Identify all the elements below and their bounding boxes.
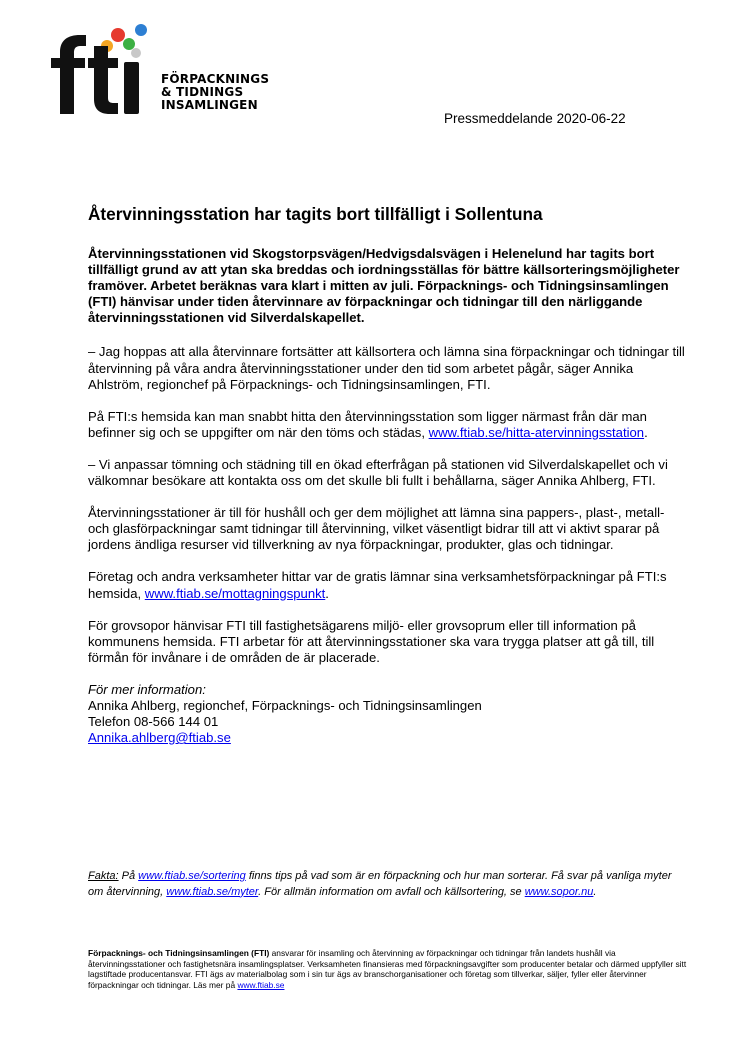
paragraph-bulky-waste: För grovsopor hänvisar FTI till fastighetsägarens miljö- eller grovsoprum eller till information på kommunens hemsida. FTI arbetar för att återvinningsstationer ska vara trygga platser att gå till, till förmån för invånare i de områden de är placerade. [88,617,655,665]
press-release-date: Pressmeddelande 2020-06-22 [444,111,626,126]
fakta-text-4: . [593,885,597,898]
paragraph-text: Företag och andra verksamheter hittar var de gratis lämnar sina verksamhetsförpackningar på FTI:s hemsida, [88,569,667,601]
logo-text [161,73,269,112]
paragraph-end: . [325,585,329,601]
link-sortering[interactable]: www.ftiab.se/sortering [138,870,246,882]
logo-dot-blue [135,24,147,36]
paragraph-quote-ahlberg: – Vi anpassar tömning och städning till en ökad efterfrågan på stationen vid Silverdalskapellet och vi välkomnar besökare att kontakta oss om det skulle bli fullt i behållarna, säger Annika Ahlberg, FTI. [88,456,668,489]
paragraph-text: På FTI:s hemsida kan man snabbt hitta den återvinningsstation som ligger närmast från där man befinner sig och se uppgifter om när den töms och städas, [88,408,647,440]
fakta-note [88,869,688,900]
footer-text: ansvarar för insamling och återvinning av förpackningar och tidningar från landets hushåll via återvinningsstationer och fastighetsnära insamlingsplatser. Verksamheten finansieras med förpackningsavgifter som producenter betalar och därmed uppfyller sitt lagstiftade producentansvar. FTI ägs av materialbolag som i sin tur ägs av branschorganisationer och företag som tillverkar, säljer, fyller eller återvinner förpackningar och tidningar. Läs mer på [88,948,687,990]
paragraph-website [88,409,688,441]
paragraph-stations: Återvinningsstationer är till för hushåll och ger dem möjlighet att lämna sina pappers-, plast-, metall- och glasförpackningar samt tidningar till återvinning, vilket väsentligt bidrar till att vi aktivt sparar på jordens ändliga resurser vid tillverkning av nya förpackningar, produkter, glas och tidningar. [88,505,665,553]
fti-logo-mark [48,22,158,122]
paragraph-businesses [88,569,688,601]
link-mottagningspunkt[interactable]: www.ftiab.se/mottagningspunkt [144,585,326,601]
contact-block [88,682,688,746]
link-myter[interactable]: www.ftiab.se/myter [166,885,259,898]
logo-line-3: INSAMLINGEN [161,98,258,112]
contact-phone: Telefon 08-566 144 01 [88,714,219,730]
footer-about [88,948,688,990]
contact-email-link[interactable]: Annika.ahlberg@ftiab.se [88,730,231,746]
logo-letter-f [51,35,86,114]
headline: Återvinningsstation har tagits bort tillfälligt i Sollentuna [88,204,543,224]
link-hitta-atervinningsstation[interactable]: www.ftiab.se/hitta-atervinningsstation [428,424,645,440]
fakta-text-1: På [118,870,139,882]
fakta-text-2: finns tips på vad som är en förpackning och hur man sorterar. Få svar på vanliga myter om återvinning, [88,870,672,898]
logo-dot-grey [131,48,141,58]
footer-org-name: Förpacknings- och Tidningsinsamlingen (FTI) [88,948,270,958]
logo-letter-t [88,46,118,114]
link-ftiab[interactable]: www.ftiab.se [237,979,285,990]
paragraph-end: . [644,424,648,440]
logo-letter-i [124,62,139,114]
logo-dot-green [123,38,135,50]
fakta-label: Fakta: [88,870,119,882]
fti-logo [48,22,288,122]
contact-name: Annika Ahlberg, regionchef, Förpacknings- och Tidningsinsamlingen [88,697,482,713]
link-sopor[interactable]: www.sopor.nu [524,885,594,898]
paragraph-quote-ahlstrom: – Jag hoppas att alla återvinnare fortsätter att källsortera och lämna sina förpackningar och tidningar till återvinning på våra andra återvinningsstationer under den tid som arbetet pågår, säger Annika Ahlström, regionchef på Förpacknings- och Tidningsinsamlingen, FTI. [88,344,685,392]
logo-line-2: & TIDNINGS [161,85,244,99]
lead-paragraph: Återvinningsstationen vid Skogstorpsvägen/Hedvigsdalsvägen i Helenelund har tagits bort tillfälligt grund av att ytan ska breddas och iordningsställas för bättre källsorteringsmöjligheter framöver. Arbetet beräknas vara klart i mitten av juli. Förpacknings- och Tidningsinsamlingen (FTI) hänvisar under tiden återvinnare av förpackningar och tidningar till den närliggande återvinningsstationen vid Silverdalskapellet. [88,246,680,326]
logo-dot-red [111,28,125,42]
logo-line-1: FÖRPACKNINGS [161,72,270,86]
article-body [88,246,688,746]
contact-heading: För mer information: [88,681,206,697]
fakta-text-3: . För allmän information om avfall och källsortering, se [258,885,525,898]
